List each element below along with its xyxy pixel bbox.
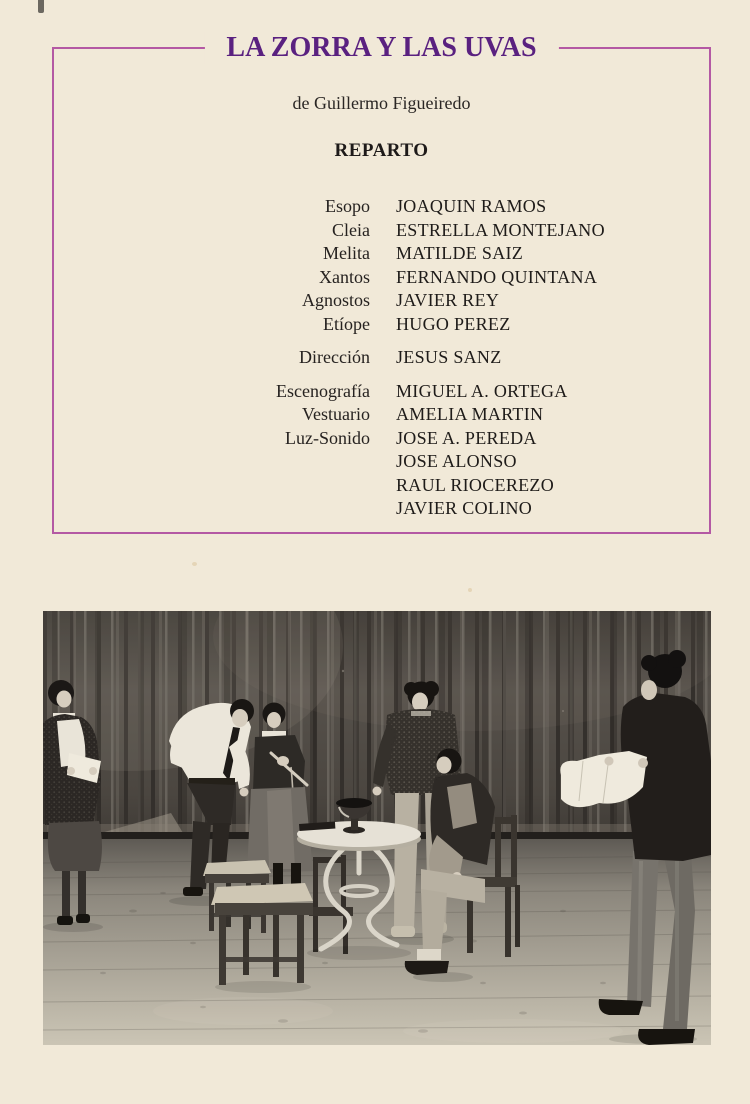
credit-row	[54, 380, 709, 404]
credit-row	[54, 427, 709, 451]
actor-name: MIGUEL A. ORTEGA	[396, 380, 568, 401]
credit-row	[54, 242, 709, 266]
role-label: Esopo	[325, 196, 370, 216]
actor-name: RAUL RIOCEREZO	[396, 474, 555, 495]
paper-stain	[468, 588, 472, 592]
production-photo	[43, 611, 711, 1045]
actor-name: JOSE A. PEREDA	[396, 427, 537, 448]
direction-group	[54, 346, 709, 370]
paper-stain	[192, 562, 197, 566]
stage-photo-graphic	[43, 611, 711, 1045]
credit-row	[54, 346, 709, 370]
actor-name: FERNANDO QUINTANA	[396, 266, 598, 287]
credit-row	[54, 219, 709, 243]
production-group	[54, 380, 709, 521]
stage-curtain	[43, 611, 711, 847]
role-label: Vestuario	[302, 404, 370, 424]
credit-row	[54, 266, 709, 290]
role-label	[54, 474, 370, 498]
role-label: Melita	[323, 243, 370, 263]
credit-row	[54, 289, 709, 313]
credit-row	[54, 313, 709, 337]
role-label: Cleia	[332, 219, 370, 240]
section-heading: REPARTO	[334, 140, 429, 161]
actor-name: JOAQUIN RAMOS	[396, 196, 547, 216]
credit-row	[54, 497, 709, 521]
credit-row	[54, 474, 709, 498]
actor-name: AMELIA MARTIN	[396, 404, 544, 424]
credit-row	[54, 195, 709, 219]
cast-frame-box	[52, 32, 711, 534]
credits-list	[54, 195, 709, 521]
role-label: Escenografía	[276, 380, 370, 401]
actor-name: HUGO PEREZ	[396, 313, 511, 334]
actor-name: MATILDE SAIZ	[396, 243, 524, 263]
role-label: Xantos	[319, 266, 370, 287]
page-title: LA ZORRA Y LAS UVAS	[204, 32, 558, 64]
actor-name: ESTRELLA MONTEJANO	[396, 219, 605, 240]
actor-name: JESUS SANZ	[396, 347, 502, 367]
role-label: Etíope	[323, 313, 370, 334]
cast-group	[54, 195, 709, 336]
actor-name: JOSE ALONSO	[396, 451, 517, 471]
role-label: Luz-Sonido	[285, 427, 370, 448]
role-label	[54, 497, 370, 521]
role-label	[54, 450, 370, 474]
credit-row	[54, 403, 709, 427]
role-label: Agnostos	[301, 290, 370, 310]
role-label: Dirección	[299, 347, 370, 367]
print-artifact-mark	[38, 0, 44, 13]
actor-name: JAVIER REY	[396, 290, 500, 310]
actor-name: JAVIER COLINO	[396, 498, 533, 518]
author-line: de Guillermo Figueiredo	[292, 93, 471, 113]
credit-row	[54, 450, 709, 474]
